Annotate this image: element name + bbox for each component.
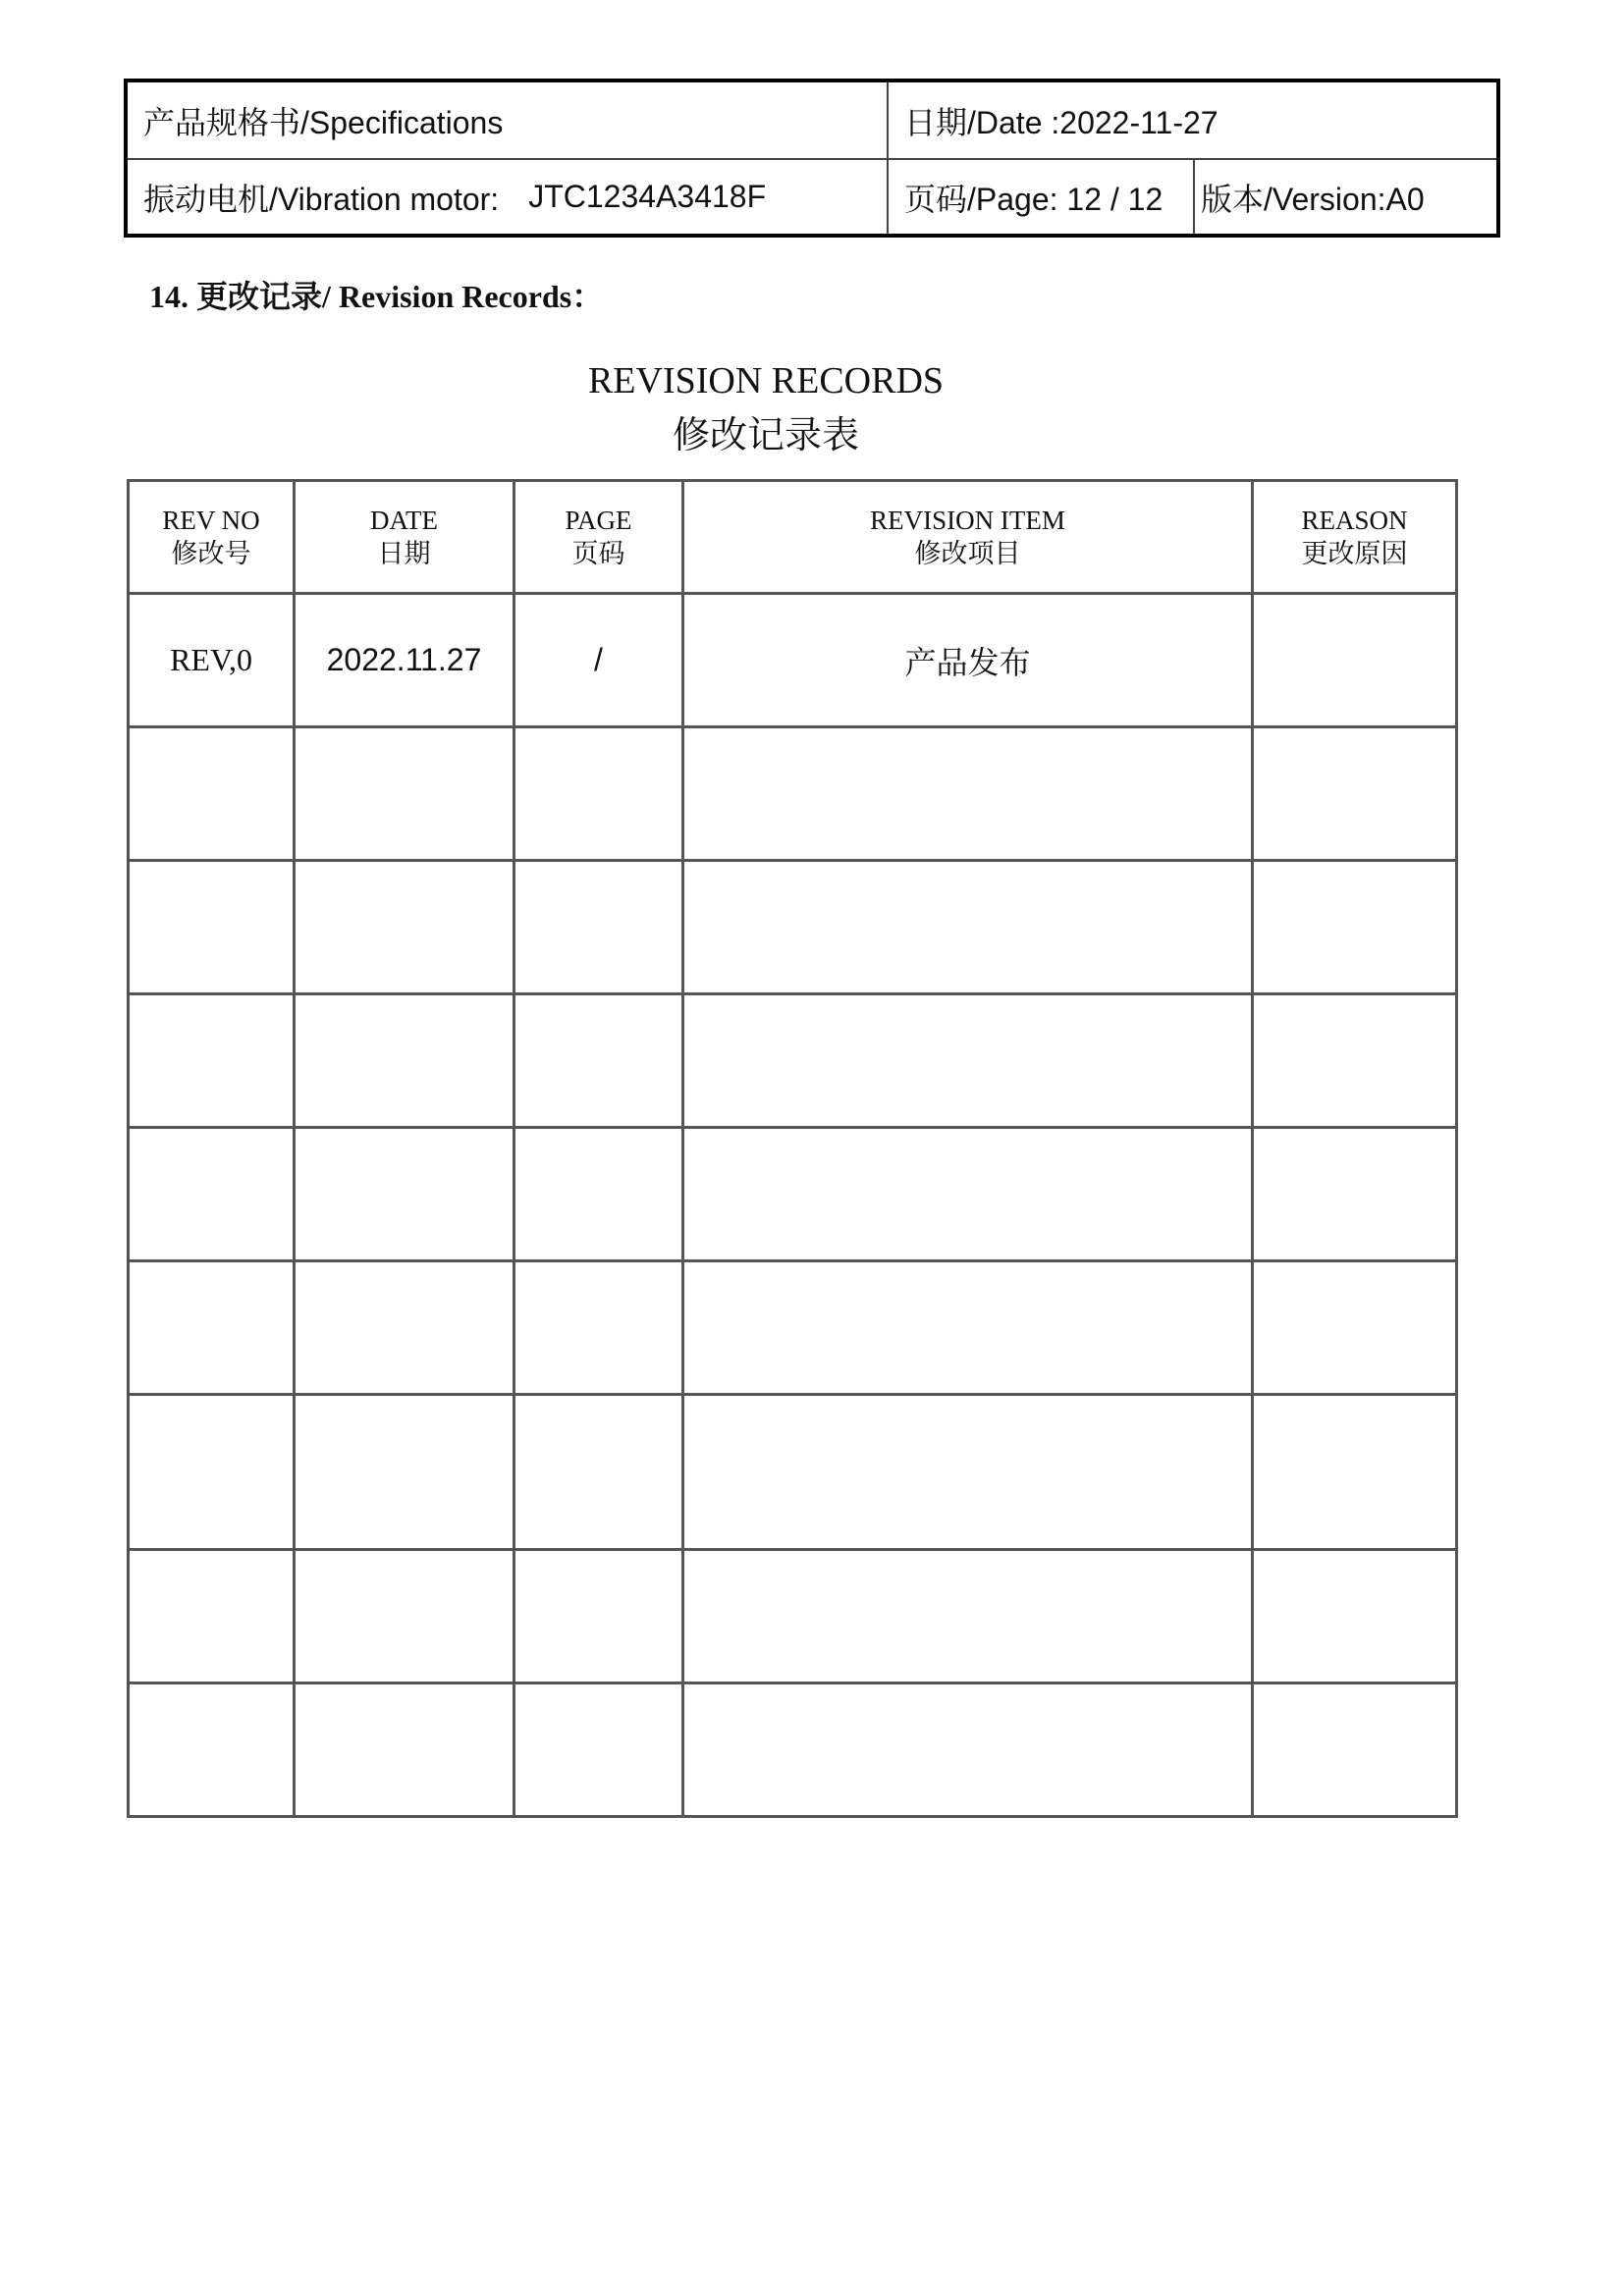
column-header-date [295, 481, 514, 594]
column-header-en: REV NO [162, 506, 260, 535]
spec-label: 产品规格书/Specifications [143, 104, 504, 140]
table-cell [1253, 1128, 1457, 1261]
table-cell [683, 1261, 1253, 1395]
table-cell [295, 861, 514, 994]
table-cell [1253, 1683, 1457, 1817]
product-label: 振动电机/Vibration motor: [143, 181, 500, 217]
column-header-en: REVISION ITEM [870, 506, 1065, 535]
column-header-rev-no [129, 481, 295, 594]
table-cell [295, 994, 514, 1128]
table-row [129, 727, 1457, 861]
table-cell: 2022.11.27 [295, 594, 514, 727]
table-cell [129, 1550, 295, 1683]
table-cell [129, 1128, 295, 1261]
table-cell [514, 861, 683, 994]
table-row [129, 1128, 1457, 1261]
table-cell [683, 1395, 1253, 1550]
model-number: JTC1234A3418F [528, 179, 767, 214]
table-cell [129, 727, 295, 861]
product-cell [128, 160, 887, 234]
table-cell [514, 1683, 683, 1817]
column-header-zh: 更改原因 [1301, 539, 1408, 568]
table-row [129, 1550, 1457, 1683]
table-cell [514, 727, 683, 861]
table-header-row [129, 481, 1457, 594]
section-title: 14. 更改记录/ Revision Records： [149, 279, 604, 314]
table-cell [295, 1261, 514, 1395]
table-row [129, 861, 1457, 994]
table-cell [1253, 727, 1457, 861]
column-header-en: PAGE [565, 506, 632, 535]
table-cell [295, 1550, 514, 1683]
document-header [124, 79, 1500, 238]
table-cell: / [514, 594, 683, 727]
column-header-en: REASON [1301, 506, 1408, 535]
table-cell [683, 994, 1253, 1128]
table-cell [1253, 594, 1457, 727]
table-cell [129, 1683, 295, 1817]
table-row [129, 1261, 1457, 1395]
table-cell [1253, 994, 1457, 1128]
table-cell [514, 1550, 683, 1683]
table-row [129, 1683, 1457, 1817]
table-cell [683, 1683, 1253, 1817]
table-cell: 产品发布 [683, 594, 1253, 727]
table-cell [683, 727, 1253, 861]
column-header-zh: 修改项目 [914, 539, 1021, 568]
table-cell: REV,0 [129, 594, 295, 727]
column-header-en: DATE [370, 506, 438, 535]
table-row [129, 594, 1457, 727]
date-label: 日期/Date :2022-11-27 [904, 104, 1218, 140]
table-cell [129, 1395, 295, 1550]
table-cell [129, 1261, 295, 1395]
column-header-zh: 页码 [571, 539, 625, 568]
table-cell [683, 1550, 1253, 1683]
table-title-en: REVISION RECORDS [587, 360, 945, 401]
table-cell [1253, 1261, 1457, 1395]
table-row [129, 994, 1457, 1128]
table-cell [683, 1128, 1253, 1261]
table-cell [683, 861, 1253, 994]
column-header-revision-item [683, 481, 1253, 594]
table-cell [514, 1395, 683, 1550]
table-title-zh: 修改记录表 [672, 415, 859, 456]
table-cell [514, 994, 683, 1128]
table-cell [1253, 1395, 1457, 1550]
table-cell [514, 1261, 683, 1395]
table-cell [129, 994, 295, 1128]
column-header-zh: 日期 [377, 539, 431, 568]
table-row [129, 1395, 1457, 1550]
revision-table [127, 479, 1458, 1818]
table-cell [295, 1395, 514, 1550]
table-cell [1253, 861, 1457, 994]
column-header-page [514, 481, 683, 594]
table-cell [295, 1683, 514, 1817]
page-label: 页码/Page: 12 / 12 [904, 181, 1164, 217]
table-cell [295, 727, 514, 861]
table-cell [129, 861, 295, 994]
table-cell [514, 1128, 683, 1261]
table-cell [1253, 1550, 1457, 1683]
column-header-reason [1253, 481, 1457, 594]
version-label: 版本/Version:A0 [1201, 181, 1425, 217]
column-header-zh: 修改号 [171, 539, 251, 568]
table-cell [295, 1128, 514, 1261]
